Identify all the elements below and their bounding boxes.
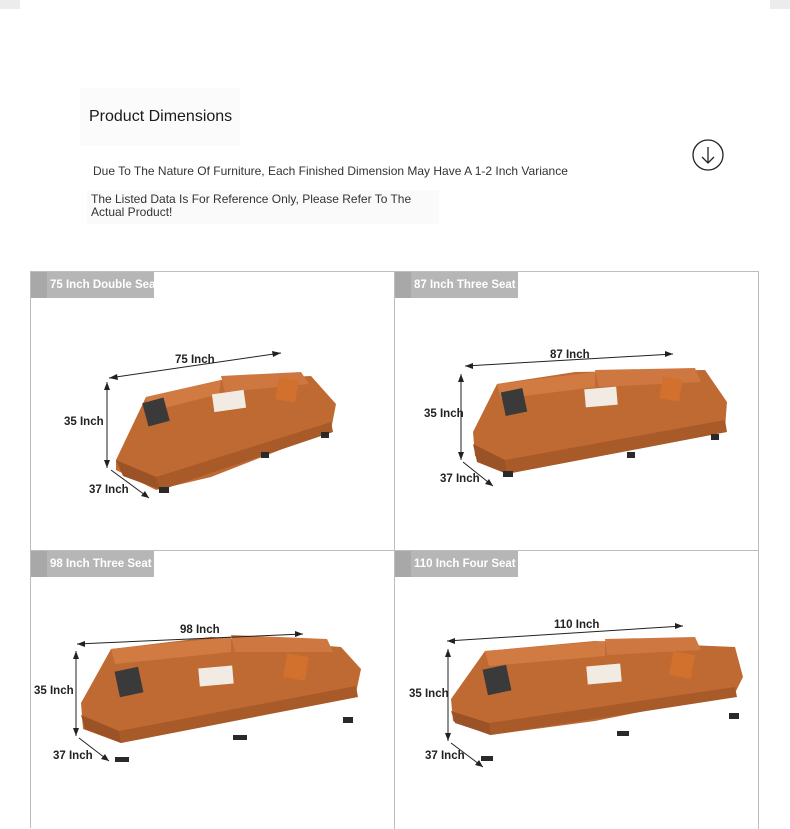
- height-label: 35 Inch: [34, 685, 74, 697]
- sofa-image: [31, 551, 395, 829]
- sofa-image: [31, 272, 395, 551]
- top-strip-right: [770, 0, 790, 9]
- dimension-grid: [30, 271, 759, 828]
- variant-tag-label: 75 Inch Double Seat: [50, 279, 160, 291]
- depth-label: 37 Inch: [440, 473, 480, 485]
- width-label: 75 Inch: [175, 354, 215, 366]
- width-label: 110 Inch: [554, 619, 600, 631]
- variant-card-87: [395, 272, 759, 551]
- height-label: 35 Inch: [409, 688, 449, 700]
- reference-note: The Listed Data Is For Reference Only, Please Refer To The Actual Product!: [91, 192, 412, 219]
- height-label: 35 Inch: [64, 416, 104, 428]
- variant-card-110: [395, 551, 759, 829]
- variant-tag-label: 110 Inch Four Seat: [414, 558, 516, 570]
- width-label: 98 Inch: [180, 624, 220, 636]
- depth-label: 37 Inch: [89, 484, 129, 496]
- top-strip-left: [0, 0, 20, 9]
- depth-label: 37 Inch: [425, 750, 465, 762]
- page-title: Product Dimensions: [89, 108, 233, 125]
- variant-card-98: [31, 551, 395, 829]
- sofa-image: [395, 551, 759, 829]
- variant-card-75: [31, 272, 395, 551]
- height-label: 35 Inch: [424, 408, 464, 420]
- variant-tag-label: 87 Inch Three Seat: [414, 279, 516, 291]
- width-label: 87 Inch: [550, 349, 590, 361]
- depth-label: 37 Inch: [53, 750, 93, 762]
- variance-note: Due To The Nature Of Furniture, Each Finished Dimension May Have A 1-2 Inch Variance: [93, 164, 568, 178]
- arrow-down-circle-icon[interactable]: [692, 139, 724, 171]
- variant-tag-label: 98 Inch Three Seat: [50, 558, 152, 570]
